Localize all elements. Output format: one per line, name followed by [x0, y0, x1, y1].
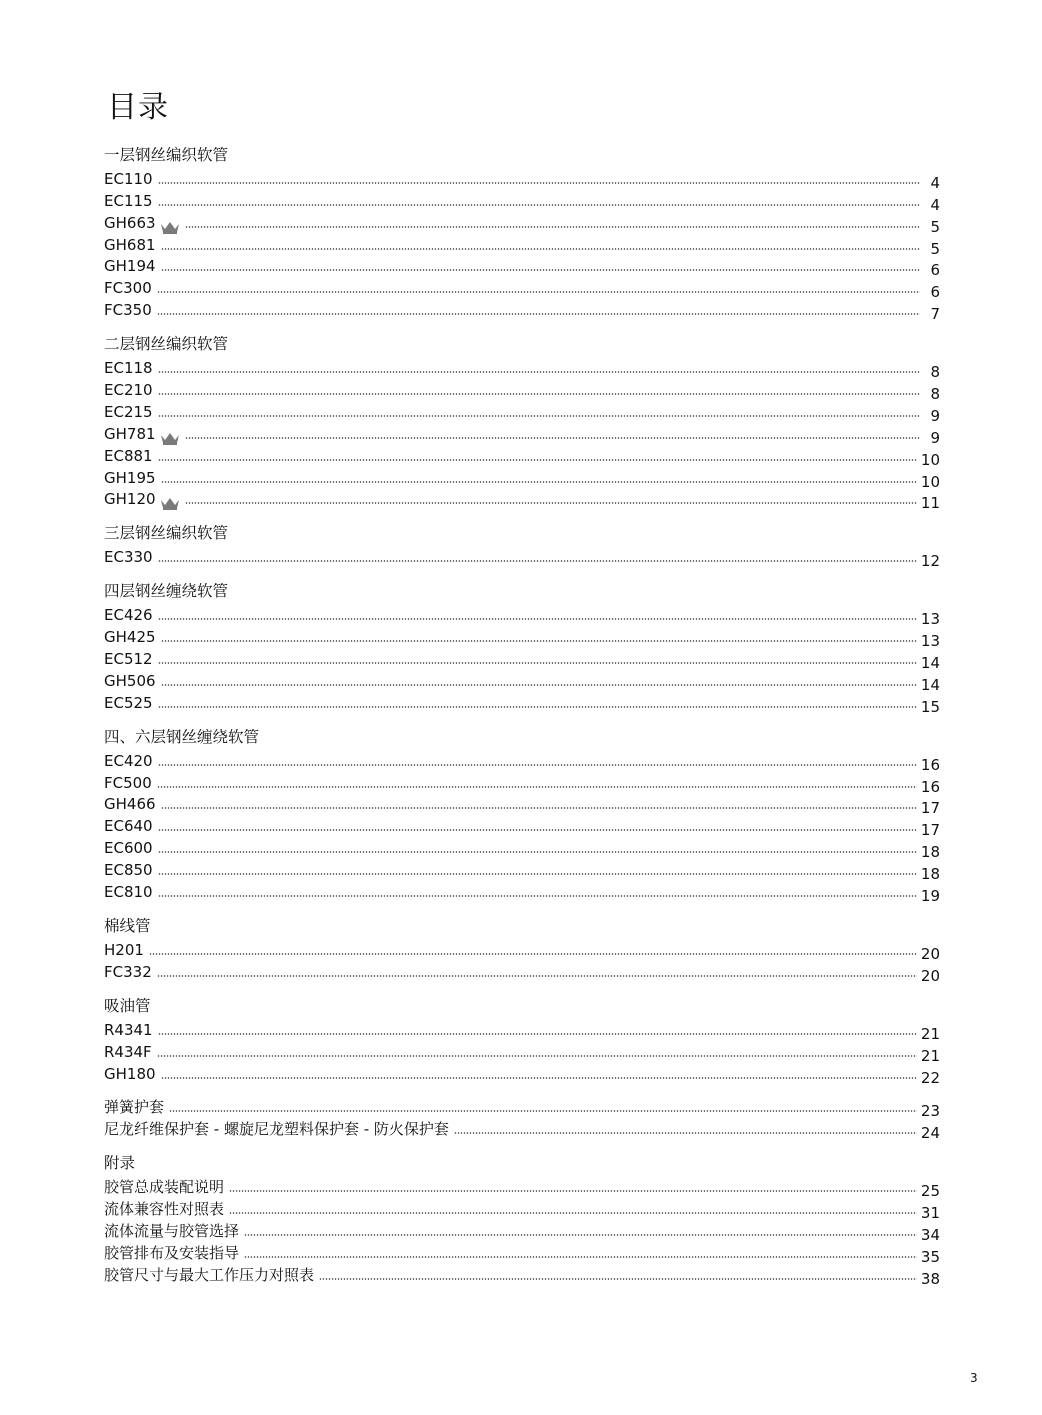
toc-entry[interactable]: [104, 422, 940, 447]
dot-leader: [161, 269, 920, 271]
toc-entry-page: 13: [920, 610, 940, 629]
section-heading: 四、六层钢丝缠绕软管: [104, 727, 260, 746]
toc-entry-label: GH466: [104, 795, 156, 814]
section-heading: 二层钢丝编织软管: [104, 335, 229, 354]
dot-leader: [161, 640, 917, 642]
toc-entry-page: 17: [920, 821, 940, 840]
toc-entry-label: EC525: [104, 693, 153, 712]
toc-entry-label: GH195: [104, 468, 156, 487]
toc-entry[interactable]: [104, 189, 940, 214]
toc-entry-label: 胶管尺寸与最大工作压力对照表: [104, 1265, 315, 1284]
toc-entry[interactable]: [104, 691, 940, 716]
dot-leader: [158, 618, 917, 620]
toc-entry-label: FC500: [104, 773, 152, 792]
toc-entry-label: EC426: [104, 606, 153, 625]
dot-leader: [157, 291, 920, 293]
dot-leader: [158, 851, 917, 853]
toc-section: [104, 143, 940, 324]
toc-entry[interactable]: [104, 167, 940, 192]
dot-leader: [158, 706, 917, 708]
toc-entry[interactable]: [104, 1117, 940, 1143]
toc-entry[interactable]: [104, 1062, 940, 1087]
dot-leader: [149, 953, 917, 955]
toc-entry-page: 5: [930, 217, 940, 236]
toc-entry-label: 流体兼容性对照表: [104, 1200, 225, 1219]
toc-entry-page: 6: [930, 283, 940, 302]
dot-leader: [185, 226, 920, 228]
dot-leader: [158, 204, 920, 206]
toc-entry[interactable]: [104, 625, 940, 651]
toc-entry[interactable]: [104, 233, 940, 258]
toc-entry-page: 9: [930, 428, 940, 447]
toc-entry-page: 20: [920, 944, 940, 963]
toc-entry-label: EC115: [104, 191, 153, 210]
crown-icon: [160, 431, 180, 444]
toc-entry-page: 6: [930, 261, 940, 280]
dot-leader: [158, 1033, 917, 1035]
toc-entry-page: 14: [920, 654, 940, 673]
dot-leader: [158, 415, 920, 417]
toc-entry-label: GH681: [104, 235, 156, 254]
page-number: 3: [970, 1371, 978, 1385]
table-of-contents: [104, 143, 940, 1297]
toc-entry-label: GH663: [104, 213, 156, 232]
toc-entry[interactable]: [104, 814, 940, 840]
page-title: 目录: [107, 90, 169, 125]
section-heading: 附录: [104, 1154, 136, 1173]
dot-leader: [244, 1234, 917, 1236]
toc-entry[interactable]: [104, 545, 940, 571]
toc-entry[interactable]: [104, 356, 940, 382]
toc-entry-page: 20: [920, 966, 940, 985]
toc-entry-page: 34: [920, 1225, 940, 1244]
toc-entry-page: 19: [920, 887, 940, 906]
toc-entry-page: 18: [920, 843, 940, 862]
toc-entry[interactable]: [104, 603, 940, 629]
toc-section: [104, 994, 940, 1087]
toc-entry-page: 7: [930, 305, 940, 324]
dot-leader: [158, 873, 917, 875]
toc-entry-page: 9: [930, 406, 940, 425]
dot-leader: [161, 684, 917, 686]
toc-entry-label: EC210: [104, 381, 153, 400]
dot-leader: [158, 459, 917, 461]
toc-section: [104, 1151, 940, 1288]
toc-entry-page: 8: [930, 363, 940, 382]
toc-entry-label: EC118: [104, 359, 153, 378]
toc-entry-label: 胶管总成装配说明: [104, 1178, 225, 1197]
dot-leader: [454, 1132, 917, 1134]
dot-leader: [229, 1212, 917, 1214]
section-heading: 一层钢丝编织软管: [104, 146, 229, 164]
toc-entry[interactable]: [104, 1040, 940, 1065]
toc-entry-page: 16: [920, 777, 940, 796]
toc-entry-page: 22: [920, 1068, 940, 1087]
toc-entry[interactable]: [104, 255, 940, 280]
toc-entry-page: 25: [920, 1182, 940, 1201]
dot-leader: [158, 764, 917, 766]
toc-entry-label: 胶管排布及安装指导: [104, 1243, 240, 1262]
toc-entry[interactable]: [104, 378, 940, 404]
toc-entry[interactable]: [104, 1219, 940, 1244]
toc-entry[interactable]: [104, 1263, 940, 1288]
toc-entry[interactable]: [104, 938, 940, 963]
toc-entry-page: 24: [920, 1124, 940, 1143]
toc-entry[interactable]: [104, 1018, 940, 1043]
toc-entry-label: 流体流量与胶管选择: [104, 1221, 240, 1240]
toc-entry[interactable]: [104, 793, 940, 818]
toc-entry[interactable]: [104, 276, 940, 302]
toc-entry[interactable]: [104, 669, 940, 694]
toc-entry-page: 8: [930, 385, 940, 404]
crown-icon: [160, 220, 180, 233]
toc-entry-page: 17: [920, 799, 940, 818]
toc-entry[interactable]: [104, 1096, 940, 1121]
toc-entry-page: 10: [920, 472, 940, 491]
toc-entry-label: R4341: [104, 1020, 153, 1039]
toc-entry-label: GH781: [104, 424, 156, 443]
toc-entry-label: EC600: [104, 839, 153, 858]
dot-leader: [244, 1256, 917, 1258]
toc-entry[interactable]: [104, 647, 940, 673]
toc-entry-label: EC512: [104, 650, 153, 669]
toc-entry[interactable]: [104, 960, 940, 985]
dot-leader: [161, 481, 917, 483]
dot-leader: [158, 560, 917, 562]
toc-entry-label: 弹簧护套: [104, 1098, 165, 1117]
dot-leader: [157, 1055, 917, 1057]
toc-entry[interactable]: [104, 858, 940, 884]
toc-entry[interactable]: [104, 211, 940, 236]
toc-entry-page: 35: [920, 1247, 940, 1266]
toc-entry-label: 尼龙纤维保护套 - 螺旋尼龙塑料保护套 - 防火保护套: [104, 1120, 449, 1139]
toc-section: [104, 521, 940, 571]
toc-entry[interactable]: [104, 771, 940, 796]
toc-entry-label: GH425: [104, 628, 156, 647]
toc-entry-page: 10: [920, 450, 940, 469]
dot-leader: [185, 502, 917, 504]
toc-entry-page: 38: [920, 1269, 940, 1288]
toc-entry-label: EC640: [104, 817, 153, 836]
toc-entry-page: 21: [920, 1024, 940, 1043]
dot-leader: [158, 182, 920, 184]
toc-section: [104, 914, 940, 985]
dot-leader: [185, 437, 920, 439]
toc-entry-label: EC420: [104, 751, 153, 770]
toc-entry-page: 23: [920, 1102, 940, 1121]
toc-entry-label: EC850: [104, 861, 153, 880]
toc-entry-page: 12: [920, 552, 940, 571]
section-heading: 吸油管: [104, 996, 151, 1015]
toc-section: [104, 332, 940, 513]
toc-entry-page: 16: [920, 755, 940, 774]
toc-entry[interactable]: [104, 466, 940, 491]
toc-entry-label: FC350: [104, 301, 152, 320]
toc-entry[interactable]: [104, 880, 940, 906]
toc-entry-label: EC810: [104, 883, 153, 902]
toc-entry-page: 14: [920, 675, 940, 694]
toc-entry-label: EC881: [104, 446, 153, 465]
dot-leader: [158, 895, 917, 897]
toc-entry-label: EC330: [104, 548, 153, 567]
dot-leader: [161, 1077, 917, 1079]
toc-entry[interactable]: [104, 1197, 940, 1223]
crown-icon: [160, 496, 180, 509]
toc-entry-label: GH180: [104, 1064, 156, 1083]
toc-entry-label: GH194: [104, 257, 156, 276]
dot-leader: [161, 248, 920, 250]
dot-leader: [157, 313, 920, 315]
toc-section: [104, 579, 940, 716]
toc-entry-page: 4: [930, 173, 940, 192]
dot-leader: [169, 1110, 917, 1112]
dot-leader: [158, 662, 917, 664]
toc-entry-label: FC300: [104, 279, 152, 298]
toc-entry-page: 13: [920, 632, 940, 651]
toc-entry-page: 5: [930, 239, 940, 258]
toc-section: [104, 1096, 940, 1143]
toc-entry-label: EC215: [104, 402, 153, 421]
dot-leader: [157, 786, 917, 788]
toc-entry-page: 15: [920, 697, 940, 716]
toc-entry-page: 4: [930, 195, 940, 214]
dot-leader: [319, 1278, 917, 1280]
dot-leader: [157, 975, 917, 977]
section-heading: 四层钢丝缠绕软管: [104, 582, 229, 601]
toc-entry-page: 18: [920, 865, 940, 884]
dot-leader: [161, 807, 917, 809]
toc-entry[interactable]: [104, 444, 940, 469]
dot-leader: [158, 393, 920, 395]
section-heading: 棉线管: [104, 917, 151, 936]
toc-entry-page: 31: [920, 1204, 940, 1223]
toc-entry-label: GH506: [104, 671, 156, 690]
toc-entry[interactable]: [104, 1175, 940, 1201]
toc-entry-label: EC110: [104, 169, 153, 188]
toc-entry[interactable]: [104, 1241, 940, 1266]
toc-entry[interactable]: [104, 749, 940, 774]
dot-leader: [158, 829, 917, 831]
section-heading: 三层钢丝编织软管: [104, 524, 229, 543]
dot-leader: [158, 371, 920, 373]
toc-entry-page: 11: [920, 494, 940, 513]
toc-entry-label: H201: [104, 940, 144, 959]
toc-entry-label: FC332: [104, 962, 152, 981]
toc-entry[interactable]: [104, 488, 940, 513]
dot-leader: [229, 1190, 917, 1192]
toc-section: [104, 725, 940, 906]
toc-entry-page: 21: [920, 1046, 940, 1065]
toc-entry[interactable]: [104, 298, 940, 324]
toc-entry-label: GH120: [104, 490, 156, 509]
toc-entry[interactable]: [104, 400, 940, 425]
toc-entry-label: R434F: [104, 1042, 152, 1061]
toc-entry[interactable]: [104, 836, 940, 862]
